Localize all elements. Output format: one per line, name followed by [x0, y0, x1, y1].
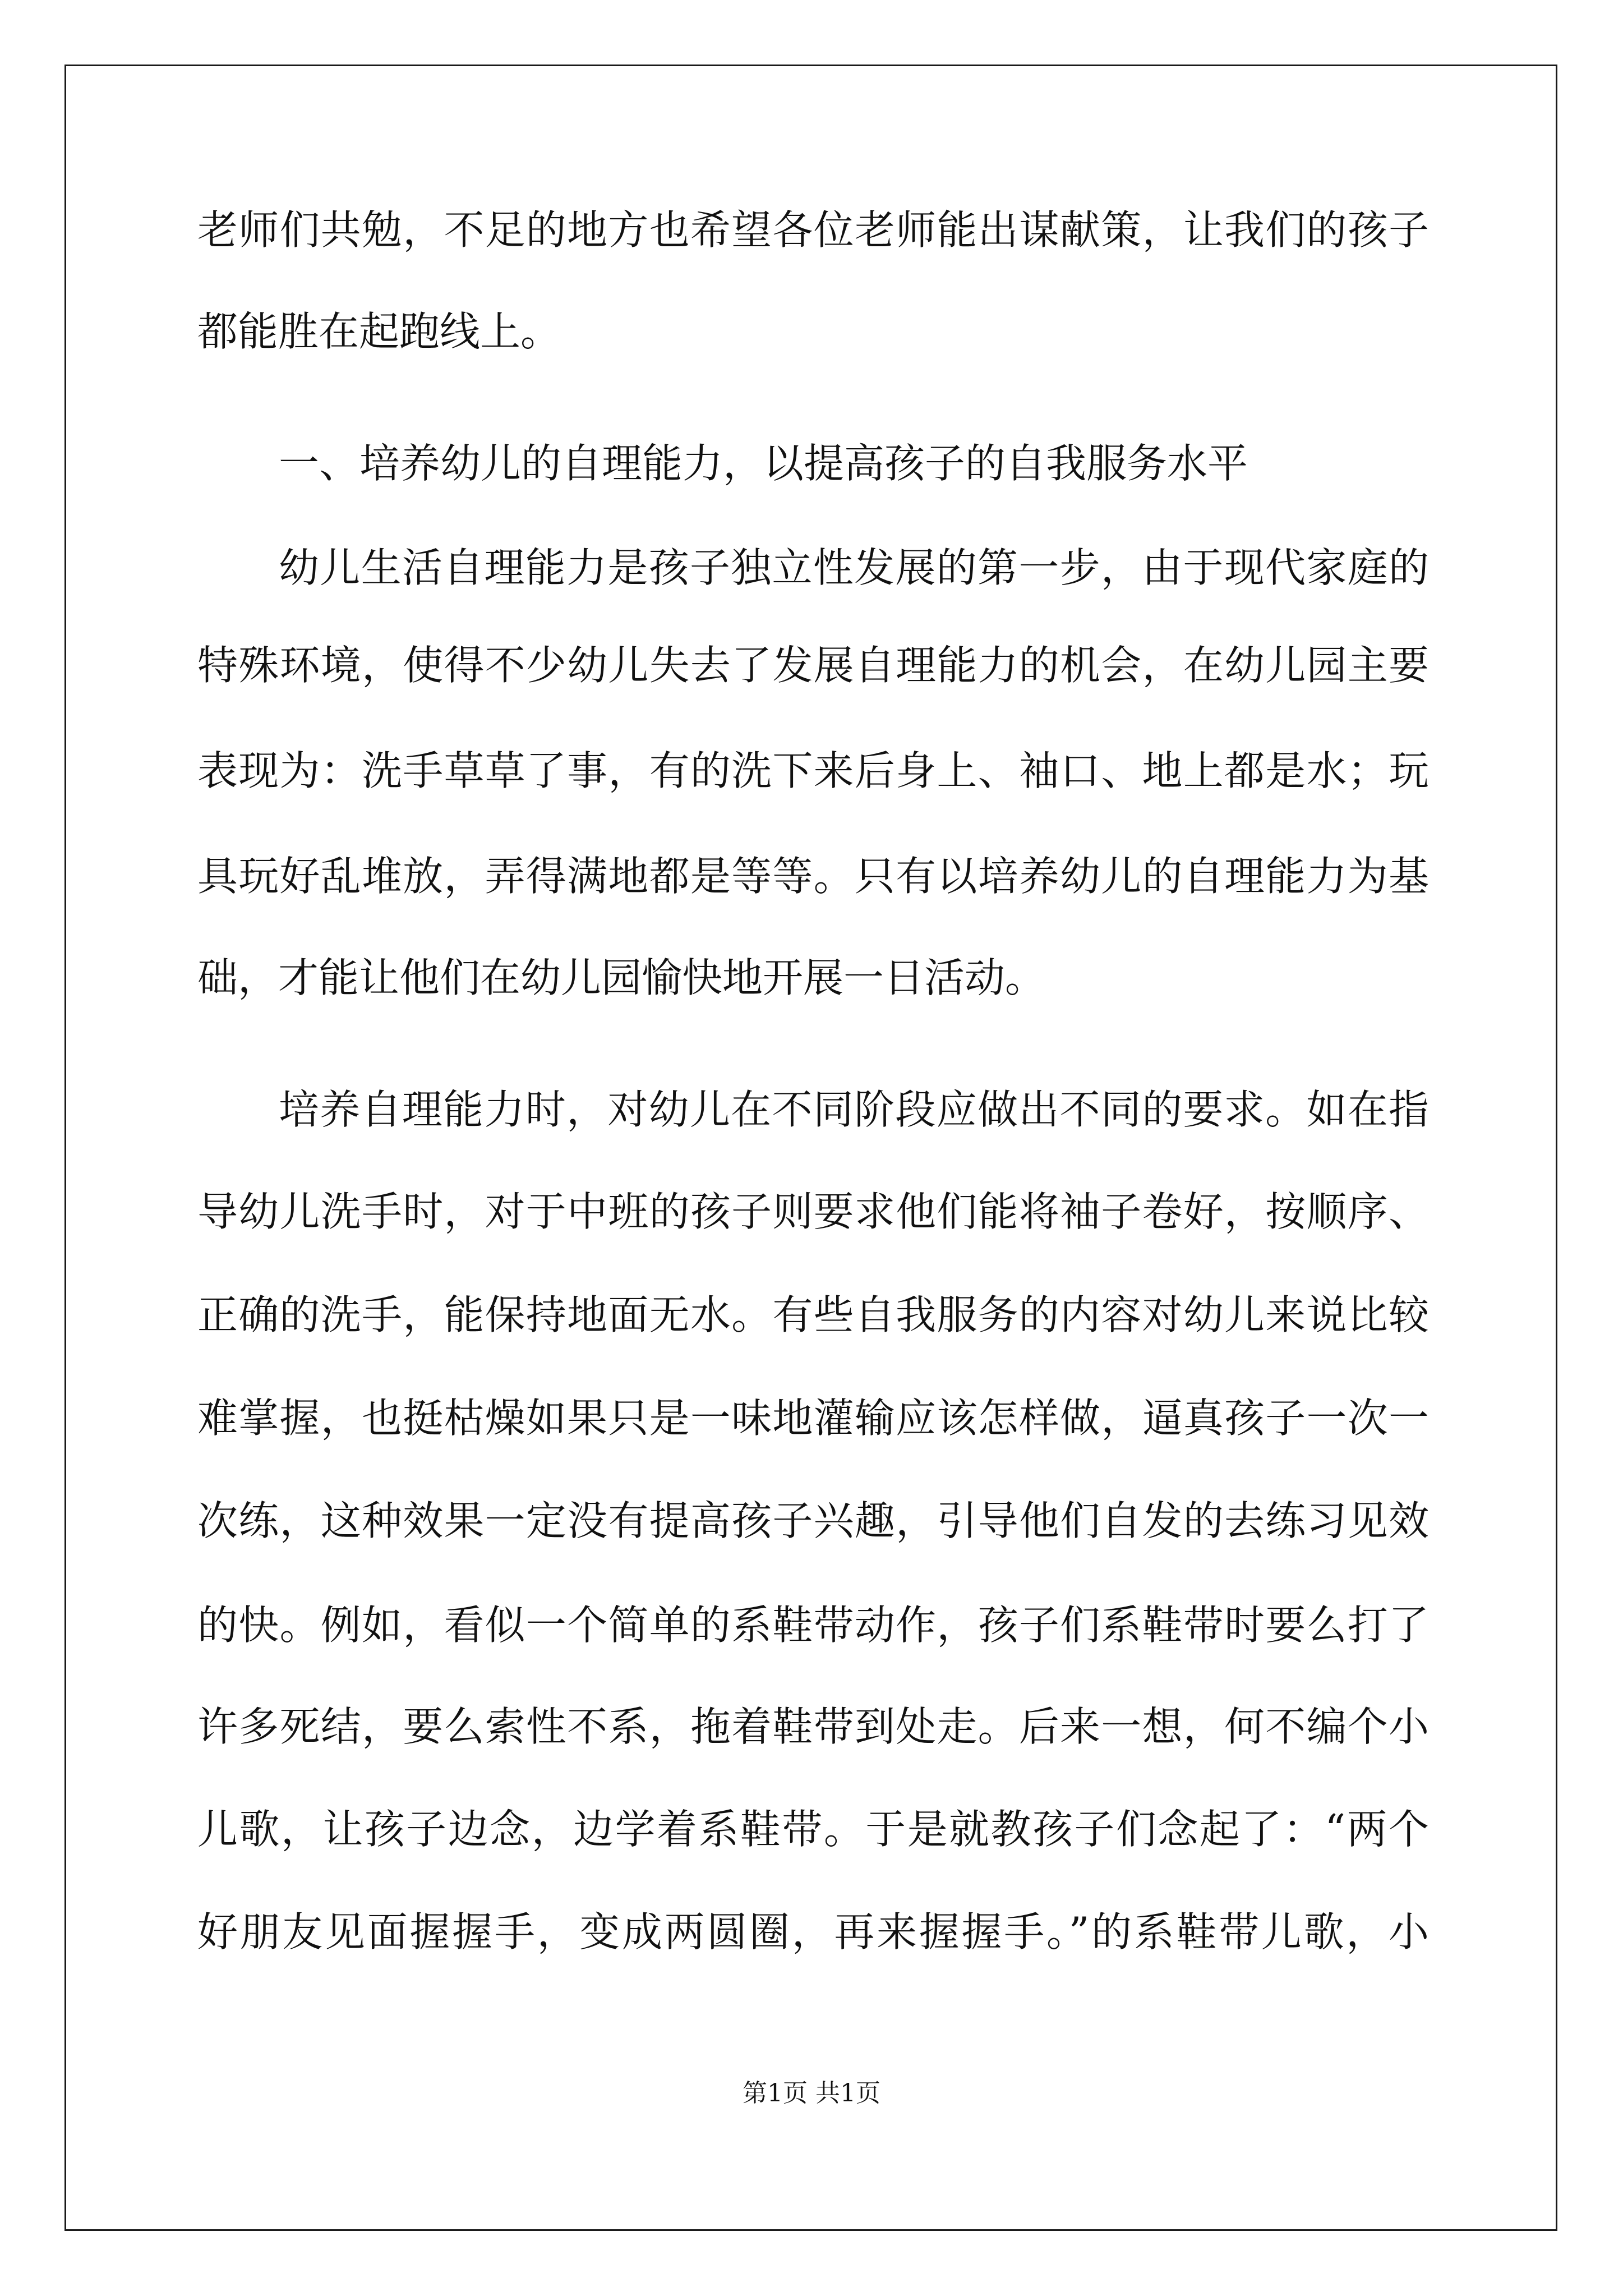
section-heading: 一、培养幼儿的自理能力，以提高孩子的自我服务水平 — [279, 440, 1248, 487]
text-line: 老师们共勉，不足的地方也希望各位老师能出谋献策，让我们的孩子 — [197, 206, 1429, 254]
text-line: 特殊环境，使得不少幼儿失去了发展自理能力的机会，在幼儿园主要 — [197, 642, 1429, 689]
text-line: 许多死结，要么索性不系，拖着鞋带到处走。后来一想，何不编个小 — [197, 1703, 1429, 1750]
text-line: 幼儿生活自理能力是孩子独立性发展的第一步，由于现代家庭的 — [279, 544, 1429, 591]
text-line: 培养自理能力时，对幼儿在不同阶段应做出不同的要求。如在指 — [279, 1086, 1429, 1133]
page-number: 第1页 共1页 — [743, 2079, 880, 2108]
text-line: 导幼儿洗手时，对于中班的孩子则要求他们能将袖子卷好，按顺序、 — [197, 1188, 1429, 1235]
text-line: 础，才能让他们在幼儿园愉快地开展一日活动。 — [197, 954, 1046, 1001]
text-line: 难掌握，也挺枯燥如果只是一味地灌输应该怎样做，逼真孩子一次一 — [197, 1395, 1429, 1442]
text-line: 次练，这种效果一定没有提高孩子兴趣，引导他们自发的去练习见效 — [197, 1497, 1429, 1544]
text-line: 表现为：洗手草草了事，有的洗下来后身上、袖口、地上都是水；玩 — [197, 747, 1429, 794]
text-line: 儿歌，让孩子边念，边学着系鞋带。于是就教孩子们念起了：“两个 — [197, 1806, 1429, 1853]
text-line: 都能胜在起跑线上。 — [197, 308, 561, 355]
text-line: 正确的洗手，能保持地面无水。有些自我服务的内容对幼儿来说比较 — [197, 1291, 1429, 1338]
text-line: 好朋友见面握握手，变成两圆圈，再来握握手。”的系鞋带儿歌，小 — [197, 1908, 1429, 1955]
text-line: 的快。例如，看似一个简单的系鞋带动作，孩子们系鞋带时要么打了 — [197, 1602, 1429, 1649]
text-line: 具玩好乱堆放，弄得满地都是等等。只有以培养幼儿的自理能力为基 — [197, 853, 1429, 900]
